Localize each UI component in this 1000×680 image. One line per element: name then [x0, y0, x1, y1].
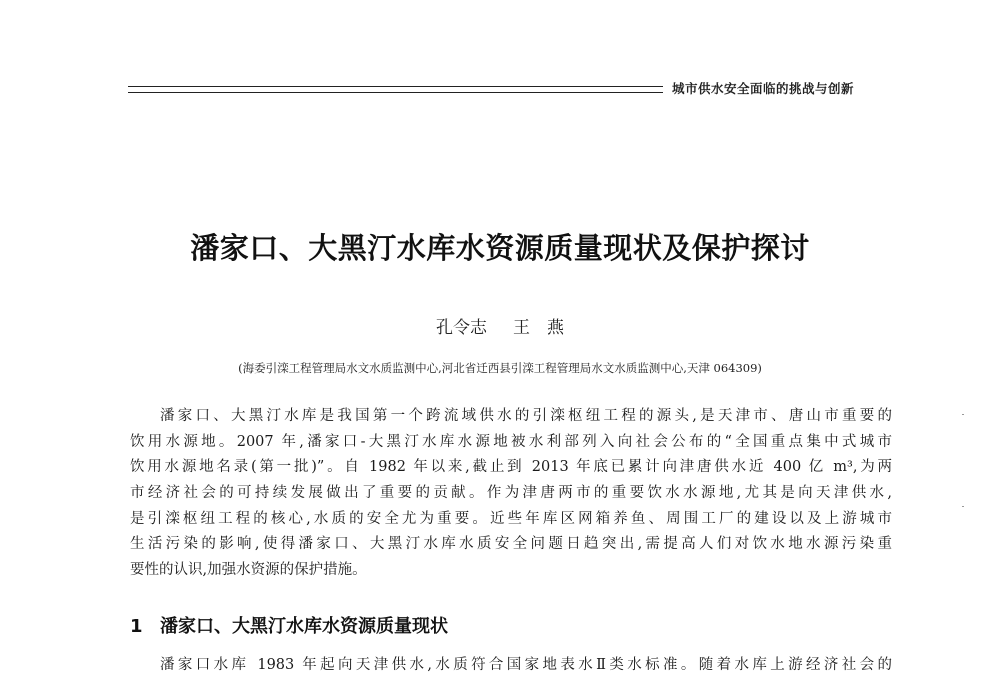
- paragraph-line: 饮用水源地。2007 年,潘家口-大黑汀水库水源地被水利部列入向社会公布的“全国重点集中式城市: [130, 433, 892, 450]
- paragraph-line: 生活污染的影响,使得潘家口、大黑汀水库水质安全问题日趋突出,需提高人们对饮水地水源污染重: [130, 536, 892, 553]
- paragraph-line: 饮用水源地名录(第一批)”。自 1982 年以来,截止到 2013 年底已累计向津唐供水近 400 亿 m³,为两: [130, 459, 892, 476]
- paragraph-line: 市经济社会的可持续发展做出了重要的贡献。作为津唐两市的重要饮水水源地,尤其是向天津供水,: [130, 485, 892, 502]
- section-heading: [130, 612, 448, 638]
- section-title: 潘家口、大黑汀水库水资源质量现状: [160, 616, 448, 637]
- section-number: 1: [130, 616, 143, 637]
- intro-paragraph: [130, 404, 892, 584]
- section-paragraph-line: 潘家口水库 1983 年起向天津供水,水质符合国家地表水Ⅱ类水标准。随着水库上游经济社会的: [160, 657, 892, 673]
- running-header: 城市供水安全面临的挑战与创新: [672, 81, 855, 96]
- scan-speck: [962, 506, 964, 507]
- scan-speck: [962, 414, 964, 415]
- affiliation: (海委引滦工程管理局水文水质监测中心,河北省迁西县引滦工程管理局水文水质监测中心,天津 064309): [238, 361, 762, 375]
- author-name: 王 燕: [513, 318, 564, 338]
- paper-title: 潘家口、大黑汀水库水资源质量现状及保护探讨: [190, 231, 810, 265]
- paragraph-line: 是引滦枢纽工程的核心,水质的安全尤为重要。近些年库区网箱养鱼、周围工厂的建设以及上游城市: [130, 510, 892, 527]
- paragraph-line: 潘家口、大黑汀水库是我国第一个跨流域供水的引滦枢纽工程的源头,是天津市、唐山市重要的: [160, 408, 892, 424]
- author-name: 孔令志: [436, 318, 487, 338]
- author-list: [0, 313, 1000, 338]
- paragraph-line: 要性的认识,加强水资源的保护措施。: [130, 562, 367, 579]
- header-rule: [128, 86, 663, 93]
